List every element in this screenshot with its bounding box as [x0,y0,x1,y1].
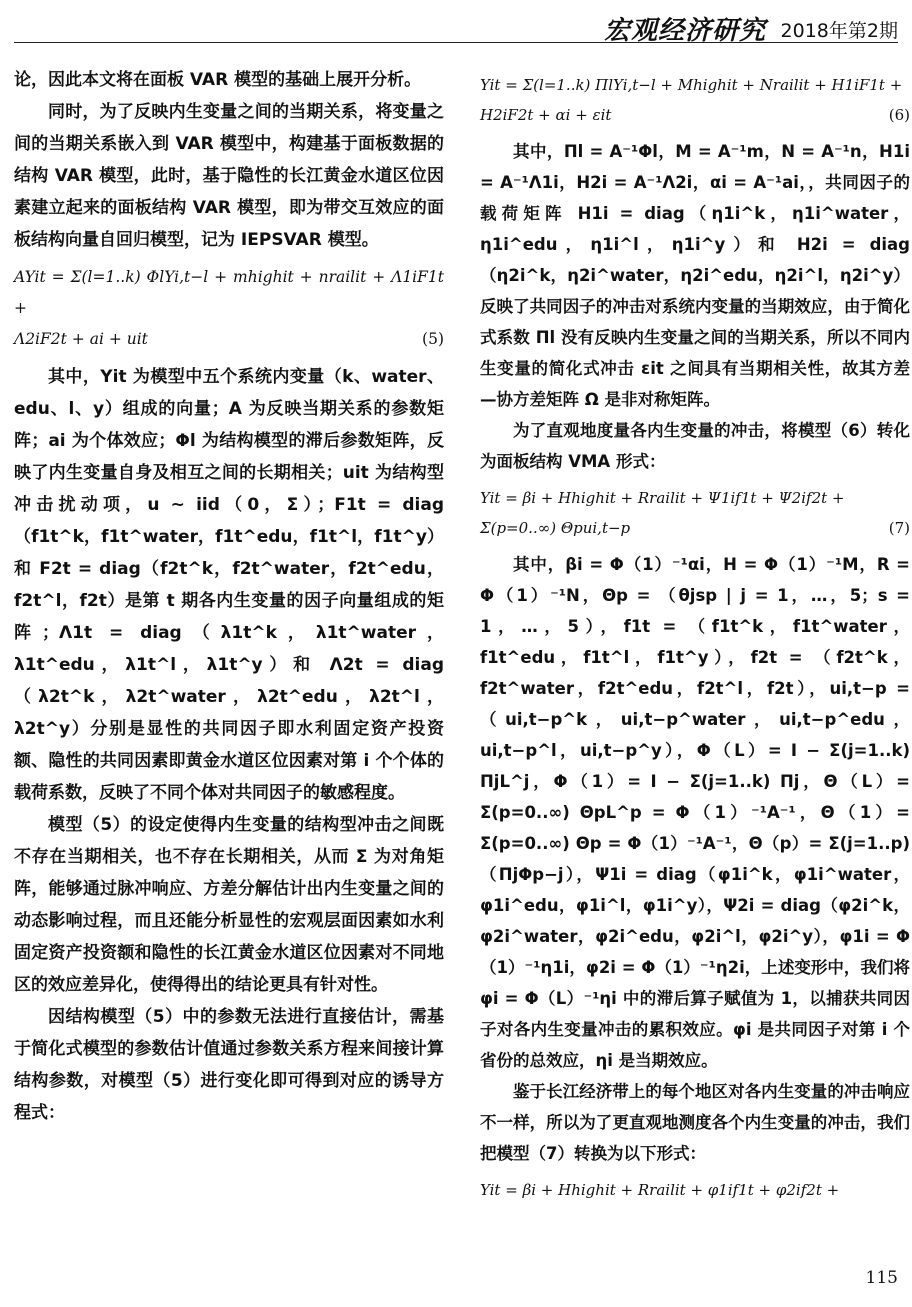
paragraph: 其中，βi = Φ（1）⁻¹αi，H = Φ（1）⁻¹M，R = Φ（1）⁻¹N，Θp = （θjsp | j = 1，…，5；s = 1，…，5），f1t = （f1t^k，f1t^water，f1t^edu，f1t^l，f1t^y），f2t = （f2t^k，f2t^water，f2t^edu，f2t^l，f2t），ui,t−p = （ui,t−p^k，ui,t−p^water，ui,t−p^edu，ui,t−p^l，ui,t−p^y），Φ（L）= I − Σ(j=1..k) ΠjL^j，Φ（1）= I − Σ(j=1..k) Πj，Θ（L）= Σ(p=0..∞) ΘpL^p = Φ（1）⁻¹A⁻¹，Θ（1）= Σ(p=0..∞) Θp = Φ（1）⁻¹A⁻¹，Θ（p）= Σ(j=1..p)（ΠjΦp−j），Ψ1i = diag（φ1i^k，φ1i^water，φ1i^edu，φ1i^l，φ1i^y），Ψ2i = diag（φ2i^k，φ2i^water，φ2i^edu，φ2i^l，φ2i^y），φ1i = Φ（1）⁻¹η1i，φ2i = Φ（1）⁻¹η2i，上述变形中，我们将 φi = Φ（L）⁻¹ηi 中的滞后算子赋值为 1，以捕获共同因子对各内生变量冲击的累积效应。φi 是共同因子对第 i 个省份的总效应，ηi 是当期效应。 [480,555,910,1070]
equation-line: AYit = Σ(l=1..k) ΦlYi,t−l + mhighit + nrailit + Λ1iF1t + [14,268,444,317]
paragraph: 因结构模型（5）中的参数无法进行直接估计，需基于简化式模型的参数估计值通过参数关系方程来间接计算结构参数，对模型（5）进行变化即可得到对应的诱导方程式： [14,1007,444,1123]
equation-6 [480,70,910,130]
page-number: 115 [865,1268,898,1288]
right-column [480,64,910,1211]
left-column [14,64,444,1129]
equation-number: (5) [422,330,444,348]
equation-8 [480,1175,910,1205]
equation-7 [480,483,910,543]
header-rule [14,42,898,43]
journal-title: 宏观经济研究 [603,16,766,46]
paragraph: 其中，Yit 为模型中五个系统内变量（k、water、edu、l、y）组成的向量；A 为反映当期关系的参数矩阵；ai 为个体效应；Φl 为结构模型的滞后参数矩阵，反映了内生变量自身及相互之间的长期相关；uit 为结构型冲击扰动项，u ~ iid（0，Σ）；F1t = diag（f1t^k，f1t^water，f1t^edu，f1t^l，f1t^y）和 F2t = diag（f2t^k，f2t^water，f2t^edu，f2t^l，f2t）是第 t 期各内生变量的因子向量组成的矩阵；Λ1t = diag（λ1t^k，λ1t^water，λ1t^edu，λ1t^l，λ1t^y）和 Λ2t = diag（λ2t^k，λ2t^water，λ2t^edu，λ2t^l，λ2t^y）分别是显性的共同因子即水利固定资产投资额、隐性的共同因素即黄金水道区位因素对第 i 个个体的载荷系数，反映了不同个体对共同因子的敏感程度。 [14,367,444,803]
paragraph: 为了直观地度量各内生变量的冲击，将模型（6）转化为面板结构 VMA 形式： [480,421,910,471]
paragraph: 其中，Πl = A⁻¹Φl，M = A⁻¹m，N = A⁻¹n，H1i = A⁻¹Λ1i，H2i = A⁻¹Λ2i，αi = A⁻¹ai，，共同因子的载荷矩阵 H1i = diag（η1i^k，η1i^water，η1i^edu，η1i^l，η1i^y）和 H2i = diag（η2i^k，η2i^water，η2i^edu，η2i^l，η2i^y）反映了共同因子的冲击对系统内变量的当期效应，由于简化式系数 Πl 没有反映内生变量之间的当期关系，所以不同内生变量的简化式冲击 εit 之间具有当期相关性，故其方差—协方差矩阵 Ω 是非对称矩阵。 [480,142,910,409]
page-header [14,10,898,44]
paragraph: 鉴于长江经济带上的每个地区对各内生变量的冲击响应不一样，所以为了更直观地测度各个内生变量的冲击，我们把模型（7）转换为以下形式： [480,1082,910,1163]
equation-line: H2iF2t + αi + εit [480,106,612,124]
paragraph: 论，因此本文将在面板 VAR 模型的基础上展开分析。 [14,70,422,90]
equation-line: Yit = βi + Hhighit + Rrailit + Ψ1if1t + Ψ2if2t + [480,489,845,507]
paragraph: 模型（5）的设定使得内生变量的结构型冲击之间既不存在当期相关，也不存在长期相关，从而 Σ 为对角矩阵，能够通过脉冲响应、方差分解估计出内生变量之间的动态影响过程，而且还能分析显性的宏观层面因素如水利固定资产投资额和隐性的长江黄金水道区位因素对不同地区的效应差异化，使得得出的结论更具有针对性。 [14,815,444,995]
paragraph: 同时，为了反映内生变量之间的当期关系，将变量之间的当期关系嵌入到 VAR 模型中，构建基于面板数据的结构 VAR 模型，此时，基于隐性的长江黄金水道区位因素建立起来的面板结构 VAR 模型，即为带交互效应的面板结构向量自回归模型，记为 IEPSVAR 模型。 [14,102,444,250]
equation-number: (7) [888,519,910,537]
equation-line: Λ2iF2t + ai + uit [14,330,148,348]
issue-label: 2018年第2期 [780,20,898,42]
equation-line: Σ(p=0..∞) Θpui,t−p [480,519,631,537]
equation-line: Yit = βi + Hhighit + Rrailit + φ1if1t + φ2if2t + [480,1181,840,1199]
equation-5 [14,262,444,355]
equation-line: Yit = Σ(l=1..k) ΠlYi,t−l + Mhighit + Nrailit + H1iF1t + [480,76,903,94]
equation-number: (6) [888,106,910,124]
